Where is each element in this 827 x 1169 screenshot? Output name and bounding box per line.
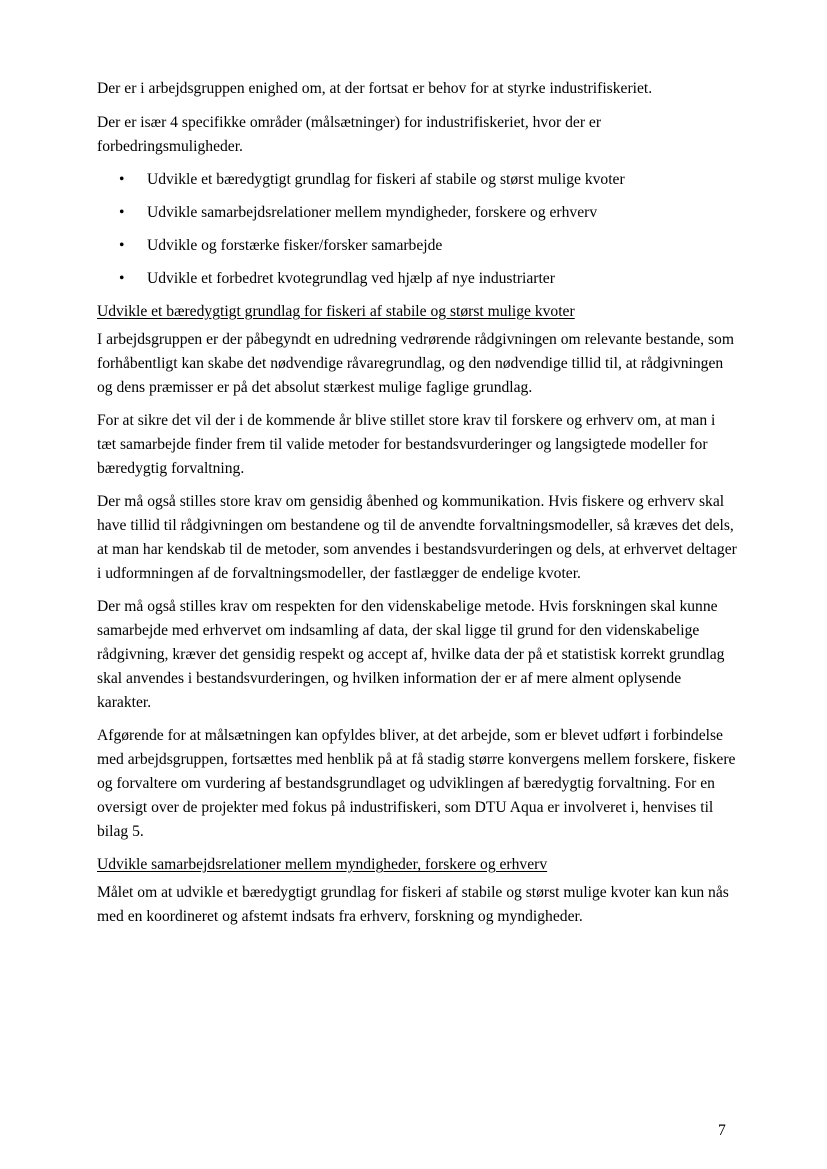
goal-item xyxy=(97,234,737,267)
bullet-icon: • xyxy=(119,171,125,188)
bullet-icon: • xyxy=(119,270,125,287)
intro-paragraph-1: Der er i arbejdsgruppen enighed om, at der fortsat er behov for at styrke industrifiskeriet. xyxy=(97,80,653,97)
section1-paragraph: Der må også stilles krav om respekten for den videnskabelige metode. Hvis forskningen skal kunne samarbejde med erhvervet om indsamling af data, der skal ligge til grund for den videnskabelige rådgivning, kræver det gensidig respekt og accept af, hvilke data der på et statistisk korrekt grundlag skal anvendes i bestandsvurderingen, og hvilken information der er af mere alment oplysende karakter. xyxy=(97,598,725,711)
section1-paragraph: Afgørende for at målsætningen kan opfyldes bliver, at det arbejde, som er blevet udført i forbindelse med arbejdsgruppen, fortsættes med henblik på at få stadig større konvergens mellem forskere, fiskere og forvaltere om vurdering af bestandsgrundlaget og udviklingen af bæredygtig forvaltning. For en oversigt over de projekter med fokus på industrifiskeri, som DTU Aqua er involveret i, henvises til bilag 5. xyxy=(97,727,736,840)
goal-text: Udvikle og forstærke fisker/forsker samarbejde xyxy=(147,237,443,254)
goal-item xyxy=(97,201,737,234)
page-number: 7 xyxy=(718,1122,726,1139)
section1-paragraph: For at sikre det vil der i de kommende år blive stillet store krav til forskere og erhverv om, at man i tæt samarbejde finder frem til valide metoder for bestandsvurderinger og langsigtede modeller for bæredygtig forvaltning. xyxy=(97,412,716,477)
goals-list xyxy=(97,168,737,300)
section1-paragraph: I arbejdsgruppen er der påbegyndt en udredning vedrørende rådgivningen om relevante bestande, som forhåbentligt kan skabe det nødvendige råvaregrundlag, og den nødvendige tillid til, at rådgivningen og dens præmisser er på det absolut stærkest mulige faglige grundlag. xyxy=(97,331,734,396)
goal-item xyxy=(97,168,737,201)
section1-paragraph: Der må også stilles store krav om gensidig åbenhed og kommunikation. Hvis fiskere og erhverv skal have tillid til rådgivningen om bestandene og til de anvendte forvaltningsmodeller, så kræves det dels, at man har kendskab til de metoder, som anvendes i bestandsvurderingen og dels, at erhvervet deltager i udformningen af de forvaltningsmodeller, der fastlægger de endelige kvoter. xyxy=(97,493,737,582)
goal-item xyxy=(97,267,737,300)
document-page xyxy=(97,77,737,938)
goal-text: Udvikle samarbejdsrelationer mellem myndigheder, forskere og erhverv xyxy=(147,204,598,221)
bullet-icon: • xyxy=(119,237,125,254)
section-heading-collaboration: Udvikle samarbejdsrelationer mellem myndigheder, forskere og erhverv xyxy=(97,856,548,873)
intro-paragraph-2: Der er især 4 specifikke områder (målsætninger) for industrifiskeriet, hvor der er forbedringsmuligheder. xyxy=(97,114,602,155)
section2-paragraph: Målet om at udvikle et bæredygtigt grundlag for fiskeri af stabile og størst mulige kvoter kan kun nås med en koordineret og afstemt indsats fra erhverv, forskning og myndigheder. xyxy=(97,884,729,925)
bullet-icon: • xyxy=(119,204,125,221)
section-heading-sustainable-basis: Udvikle et bæredygtigt grundlag for fiskeri af stabile og størst mulige kvoter xyxy=(97,303,575,320)
goal-text: Udvikle et forbedret kvotegrundlag ved hjælp af nye industriarter xyxy=(147,270,555,287)
goal-text: Udvikle et bæredygtigt grundlag for fiskeri af stabile og størst mulige kvoter xyxy=(147,171,625,188)
